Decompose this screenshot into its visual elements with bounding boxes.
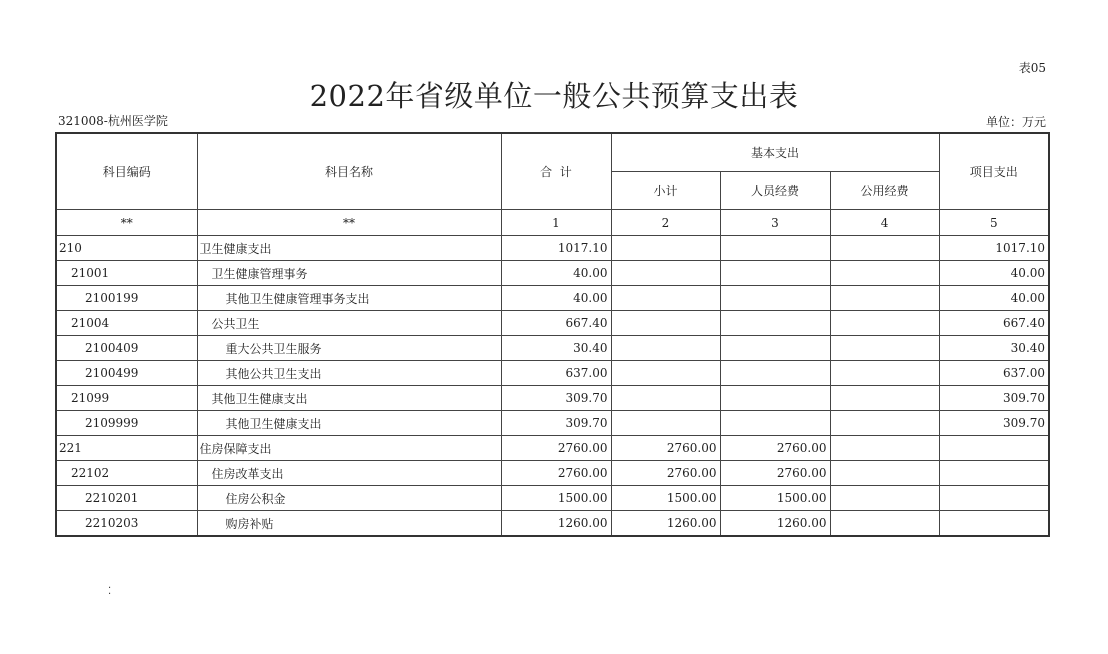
public-cell <box>830 336 939 361</box>
table-number: 表05 <box>1018 61 1046 75</box>
col-header-name: 科目名称 <box>197 133 501 210</box>
personnel-cell <box>720 411 830 436</box>
subtotal-cell <box>611 411 720 436</box>
subject-code-cell: 2210201 <box>56 486 197 511</box>
table-row <box>56 286 1049 311</box>
index-cell: ** <box>56 210 197 236</box>
total-cell: 2760.00 <box>501 436 611 461</box>
subject-name-cell: 住房公积金 <box>197 486 501 511</box>
scan-mark: ⁚ <box>108 586 112 597</box>
subtotal-cell <box>611 261 720 286</box>
total-cell: 309.70 <box>501 411 611 436</box>
public-cell <box>830 486 939 511</box>
subject-code-cell: 2100409 <box>56 336 197 361</box>
subject-name-cell: 购房补贴 <box>197 511 501 537</box>
subject-name-cell: 其他卫生健康管理事务支出 <box>197 286 501 311</box>
personnel-cell <box>720 286 830 311</box>
subtotal-cell: 2760.00 <box>611 436 720 461</box>
col-header-public: 公用经费 <box>830 172 939 210</box>
subject-code-cell: 2109999 <box>56 411 197 436</box>
public-cell <box>830 361 939 386</box>
header-row-top <box>56 133 1049 172</box>
table-row <box>56 261 1049 286</box>
personnel-cell <box>720 361 830 386</box>
subtotal-cell: 1260.00 <box>611 511 720 537</box>
personnel-cell <box>720 386 830 411</box>
subtotal-cell <box>611 311 720 336</box>
total-cell: 40.00 <box>501 286 611 311</box>
col-header-code: 科目编码 <box>56 133 197 210</box>
col-header-personnel: 人员经费 <box>720 172 830 210</box>
subject-name-cell: 公共卫生 <box>197 311 501 336</box>
project-cell <box>939 461 1049 486</box>
project-cell: 309.70 <box>939 386 1049 411</box>
document-title: 2022年省级单位一般公共预算支出表 <box>309 79 799 113</box>
subject-name-cell: 卫生健康管理事务 <box>197 261 501 286</box>
subtotal-cell: 2760.00 <box>611 461 720 486</box>
total-cell: 40.00 <box>501 261 611 286</box>
project-cell: 637.00 <box>939 361 1049 386</box>
subject-code-cell: 2210203 <box>56 511 197 537</box>
total-cell: 1500.00 <box>501 486 611 511</box>
personnel-cell <box>720 261 830 286</box>
subject-code-cell: 22102 <box>56 461 197 486</box>
public-cell <box>830 461 939 486</box>
table-row <box>56 461 1049 486</box>
project-cell: 667.40 <box>939 311 1049 336</box>
index-cell: 5 <box>939 210 1049 236</box>
total-cell: 1260.00 <box>501 511 611 537</box>
public-cell <box>830 411 939 436</box>
personnel-cell <box>720 336 830 361</box>
table-row <box>56 311 1049 336</box>
subtotal-cell <box>611 236 720 261</box>
public-cell <box>830 286 939 311</box>
index-row <box>56 210 1049 236</box>
subject-code-cell: 21001 <box>56 261 197 286</box>
public-cell <box>830 311 939 336</box>
subject-name-cell: 卫生健康支出 <box>197 236 501 261</box>
table-row <box>56 511 1049 537</box>
subject-name-cell: 其他公共卫生支出 <box>197 361 501 386</box>
index-cell: 1 <box>501 210 611 236</box>
project-cell: 40.00 <box>939 261 1049 286</box>
col-header-project: 项目支出 <box>939 133 1049 210</box>
subtotal-cell <box>611 361 720 386</box>
budget-table <box>55 132 1050 537</box>
subtotal-cell <box>611 336 720 361</box>
total-cell: 667.40 <box>501 311 611 336</box>
subtotal-cell <box>611 286 720 311</box>
table-row <box>56 486 1049 511</box>
subject-code-cell: 21099 <box>56 386 197 411</box>
table-row <box>56 361 1049 386</box>
index-cell: 3 <box>720 210 830 236</box>
total-cell: 637.00 <box>501 361 611 386</box>
project-cell: 40.00 <box>939 286 1049 311</box>
organization-label: 321008-杭州医学院 <box>58 114 168 128</box>
project-cell: 30.40 <box>939 336 1049 361</box>
project-cell <box>939 486 1049 511</box>
public-cell <box>830 386 939 411</box>
project-cell <box>939 511 1049 537</box>
total-cell: 309.70 <box>501 386 611 411</box>
project-cell: 309.70 <box>939 411 1049 436</box>
subject-code-cell: 2100499 <box>56 361 197 386</box>
subject-code-cell: 2100199 <box>56 286 197 311</box>
project-cell: 1017.10 <box>939 236 1049 261</box>
personnel-cell: 2760.00 <box>720 461 830 486</box>
personnel-cell: 1260.00 <box>720 511 830 537</box>
total-cell: 30.40 <box>501 336 611 361</box>
public-cell <box>830 511 939 537</box>
total-cell: 1017.10 <box>501 236 611 261</box>
subtotal-cell: 1500.00 <box>611 486 720 511</box>
public-cell <box>830 436 939 461</box>
project-cell <box>939 436 1049 461</box>
public-cell <box>830 261 939 286</box>
unit-label: 单位：万元 <box>985 115 1046 129</box>
index-cell: ** <box>197 210 501 236</box>
col-header-basic: 基本支出 <box>611 133 939 172</box>
subject-code-cell: 21004 <box>56 311 197 336</box>
subject-name-cell: 其他卫生健康支出 <box>197 386 501 411</box>
total-cell: 2760.00 <box>501 461 611 486</box>
table-row <box>56 336 1049 361</box>
table-row <box>56 436 1049 461</box>
col-header-total: 合 计 <box>501 133 611 210</box>
personnel-cell <box>720 236 830 261</box>
personnel-cell <box>720 311 830 336</box>
table-row <box>56 386 1049 411</box>
subject-name-cell: 住房改革支出 <box>197 461 501 486</box>
subject-name-cell: 其他卫生健康支出 <box>197 411 501 436</box>
index-cell: 2 <box>611 210 720 236</box>
personnel-cell: 2760.00 <box>720 436 830 461</box>
table-row <box>56 411 1049 436</box>
table-row <box>56 236 1049 261</box>
public-cell <box>830 236 939 261</box>
personnel-cell: 1500.00 <box>720 486 830 511</box>
subject-code-cell: 210 <box>56 236 197 261</box>
index-cell: 4 <box>830 210 939 236</box>
col-header-subtotal: 小计 <box>611 172 720 210</box>
subject-name-cell: 重大公共卫生服务 <box>197 336 501 361</box>
subject-code-cell: 221 <box>56 436 197 461</box>
subject-name-cell: 住房保障支出 <box>197 436 501 461</box>
subtotal-cell <box>611 386 720 411</box>
